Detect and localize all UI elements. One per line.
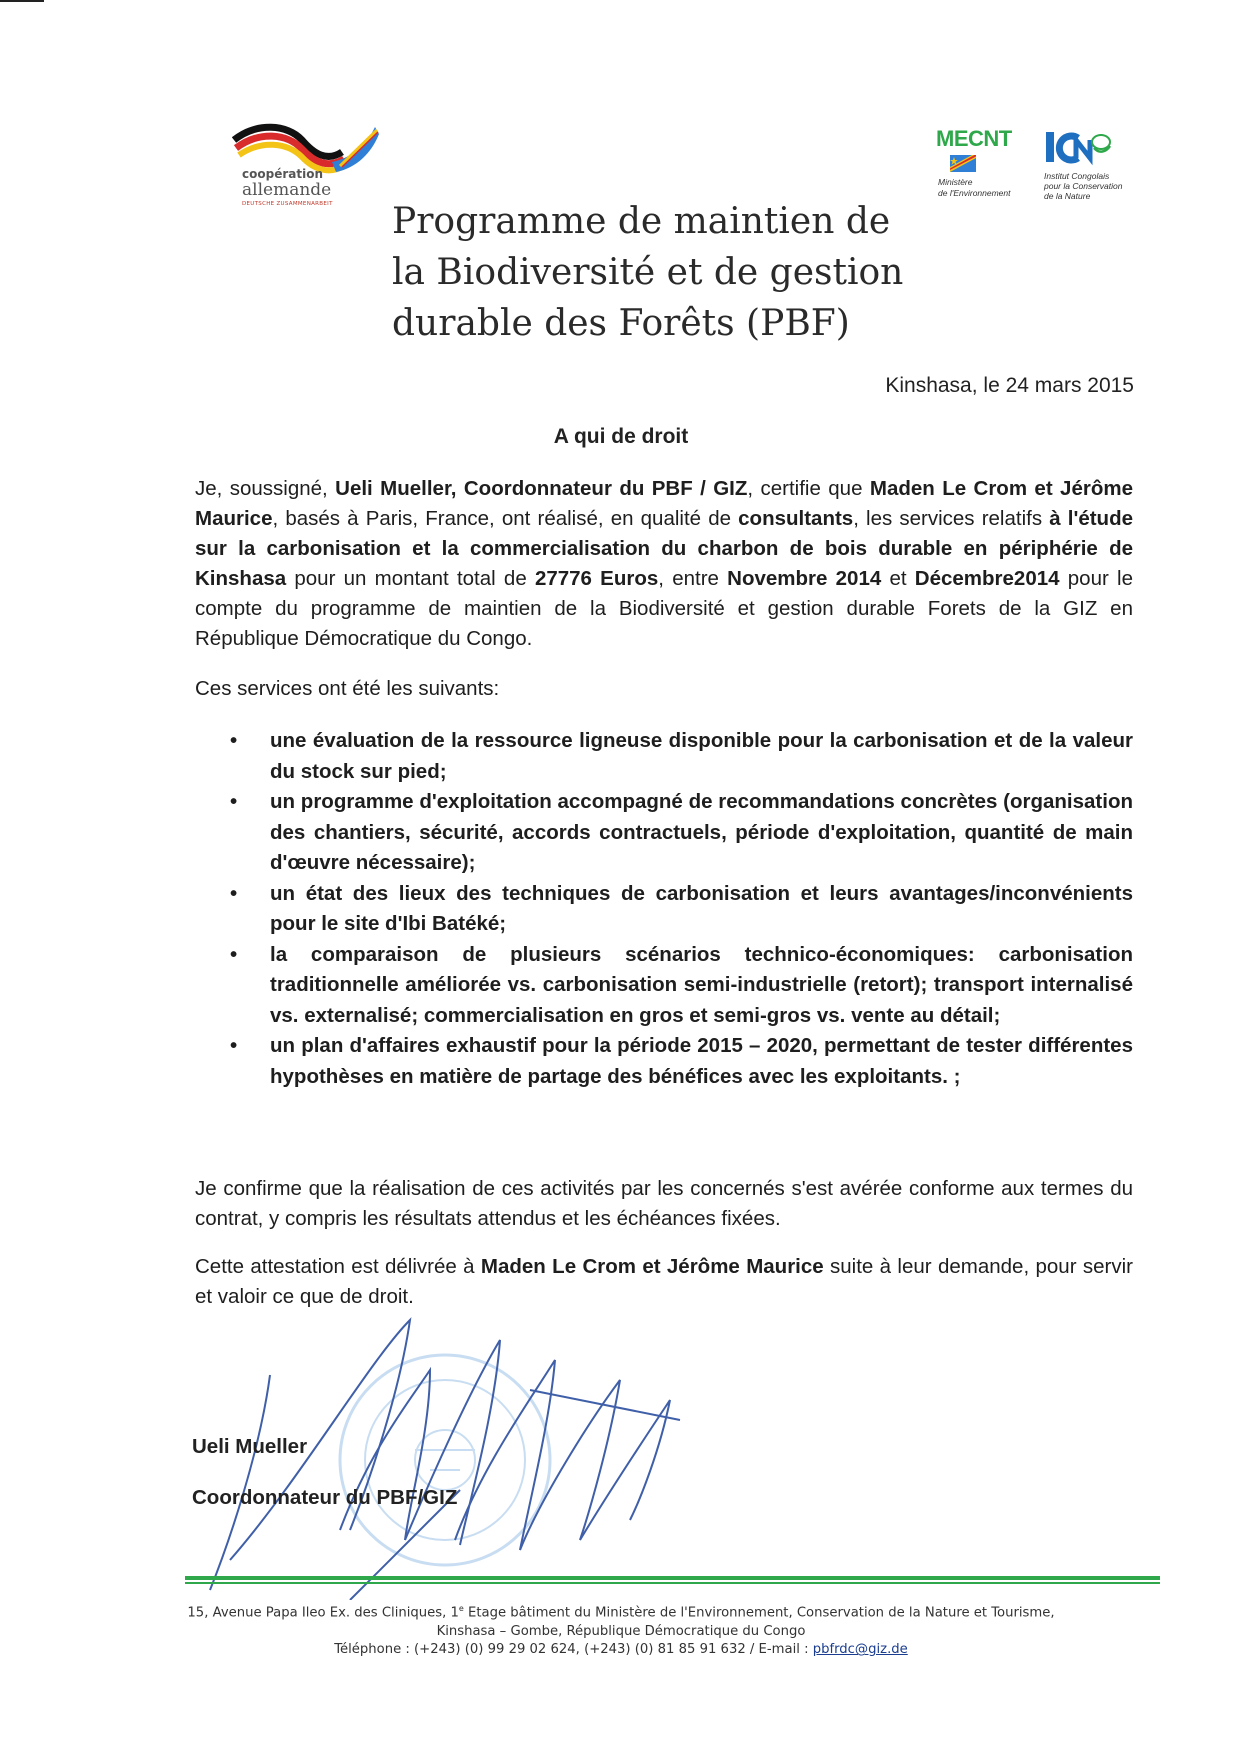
- p1-bold-7: Décembre2014: [914, 567, 1060, 590]
- footer-line-1: [0, 1600, 1242, 1623]
- bullet-icon: •: [230, 881, 238, 905]
- list-item-text: un plan d'affaires exhaustif pour la période 2015 – 2020, permettant de tester différentes hypothèses en matière de partage des bénéfices avec les exploitants. ;: [270, 1034, 1133, 1088]
- salutation: A qui de droit: [553, 425, 689, 448]
- coop-logo-text-1: coopération: [242, 167, 323, 181]
- p1-bold-5: 27776 Euros: [534, 567, 659, 590]
- p1-bold-6: Novembre 2014: [727, 567, 882, 590]
- document-title: [392, 196, 952, 349]
- services-list: [230, 726, 1133, 1092]
- footer-divider-thick: [185, 1576, 1160, 1580]
- signatory-name: Ueli Mueller: [192, 1435, 308, 1458]
- iccn-sub-line-3: de la Nature: [1044, 191, 1091, 201]
- list-item-text: la comparaison de plusieurs scénarios technico-économiques: carbonisation traditionnelle améliorée vs. carbonisation semi-industrielle (retort); transport internalisé vs. externalisé; commercialisation en gros et semi-gros vs. vente au détail;: [270, 942, 1133, 1027]
- p1-text-8: pour le compte du programme de maintien de la Biodiversité et gestion durable Forets de la GIZ en République Démocratique du Congo.: [195, 567, 1133, 650]
- p1-text-1: Je, soussigné,: [195, 477, 336, 500]
- bullet-icon: •: [230, 942, 238, 966]
- iccn-logo-subtitle: [1044, 171, 1122, 201]
- drc-flag-icon: [950, 155, 976, 172]
- p1-bold-2: Maden Le Crom et Jérôme Maurice: [195, 477, 1133, 530]
- title-line-1: Programme de maintien de: [392, 201, 891, 242]
- handwritten-signature: [210, 1320, 680, 1600]
- signatory-role: Coordonnateur du PBF/GIZ: [192, 1486, 458, 1509]
- list-item: [230, 879, 1133, 940]
- paragraph-services-intro: Ces services ont été les suivants:: [195, 677, 500, 700]
- p1-bold-1: Ueli Mueller, Coordonnateur du PBF / GIZ: [335, 477, 748, 500]
- list-item: [230, 726, 1133, 787]
- bullet-icon: •: [230, 729, 238, 752]
- scan-corner-mark: [0, 0, 44, 2]
- coop-logo-text-2: allemande: [242, 180, 332, 200]
- paragraph-certification: [195, 474, 1133, 654]
- list-item-text: un programme d'exploitation accompagné de recommandations concrètes (organisation des chantiers, sécurité, accords contractuels, période d'exploitation, quantité de main d'œuvre nécessaire);: [270, 790, 1133, 874]
- letter-date: Kinshasa, le 24 mars 2015: [885, 374, 1134, 397]
- list-item: [230, 787, 1133, 879]
- footer-line-3: [0, 1641, 1242, 1660]
- paragraph-confirmation: Je confirme que la réalisation de ces activités par les concernés s'est avérée conforme aux termes du contrat, y compris les résultats attendus et les échéances fixées.: [195, 1177, 1133, 1230]
- list-item-text: une évaluation de la ressource ligneuse disponible pour la carbonisation et de la valeur du stock sur pied;: [270, 729, 1133, 783]
- footer-line-1a: 15, Avenue Papa Ileo Ex. des Cliniques, 1: [187, 1605, 459, 1621]
- bullet-icon: •: [230, 1034, 238, 1057]
- iccn-sub-line-1: Institut Congolais: [1044, 171, 1110, 181]
- footer-address: [0, 1600, 1242, 1660]
- p4-text-1: Cette attestation est délivrée à: [195, 1255, 481, 1278]
- mecnt-sub-line-1: Ministère: [938, 177, 973, 187]
- footer-line-2: Kinshasa – Gombe, République Démocratique du Congo: [436, 1623, 806, 1639]
- list-item-text: un état des lieux des techniques de carbonisation et leurs avantages/inconvénients pour le site d'Ibi Batéké;: [270, 881, 1133, 935]
- footer-email-link[interactable]: pbfrdc@giz.de: [812, 1642, 908, 1658]
- coop-logo-text-3: DEUTSCHE ZUSAMMENARBEIT: [242, 201, 333, 207]
- list-item: [230, 1031, 1133, 1092]
- title-line-3: durable des Forêts (PBF): [392, 303, 850, 344]
- title-line-2: la Biodiversité et de gestion: [392, 252, 904, 293]
- mecnt-logo-title: MECNT: [936, 126, 1012, 151]
- bullet-icon: •: [230, 790, 238, 813]
- footer-divider-thin: [185, 1582, 1160, 1584]
- iccn-sub-line-2: pour la Conservation: [1044, 181, 1123, 191]
- p1-text-2: , certifie que: [747, 477, 870, 500]
- p4-bold-1: Maden Le Crom et Jérôme Maurice: [480, 1255, 824, 1278]
- p1-text-3: , basés à Paris, France, ont réalisé, en qualité de: [272, 507, 739, 530]
- p1-text-4: , les services relatifs: [853, 507, 1050, 530]
- p1-text-5: pour un montant total de: [286, 567, 535, 590]
- list-item: [230, 940, 1133, 1032]
- p1-bold-4: à l'étude sur la carbonisation et la commercialisation du charbon de bois durable en périphérie de Kinshasa: [195, 507, 1133, 590]
- p1-text-7: et: [881, 567, 915, 590]
- p4-text-2: suite à leur demande, pour servir et valoir ce que de droit.: [195, 1255, 1133, 1308]
- footer-phone: Téléphone : (+243) (0) 99 29 02 624, (+243) (0) 81 85 91 632 / E-mail :: [334, 1642, 813, 1658]
- p1-bold-3: consultants: [738, 507, 854, 530]
- iccn-logo: [1044, 128, 1114, 166]
- footer-superscript: e: [458, 1604, 464, 1613]
- mecnt-sub-line-2: de l'Environnement: [938, 188, 1011, 198]
- footer-line-1b: Etage bâtiment du Ministère de l'Environnement, Conservation de la Nature et Tourisme,: [463, 1605, 1055, 1621]
- p1-text-6: , entre: [658, 567, 728, 590]
